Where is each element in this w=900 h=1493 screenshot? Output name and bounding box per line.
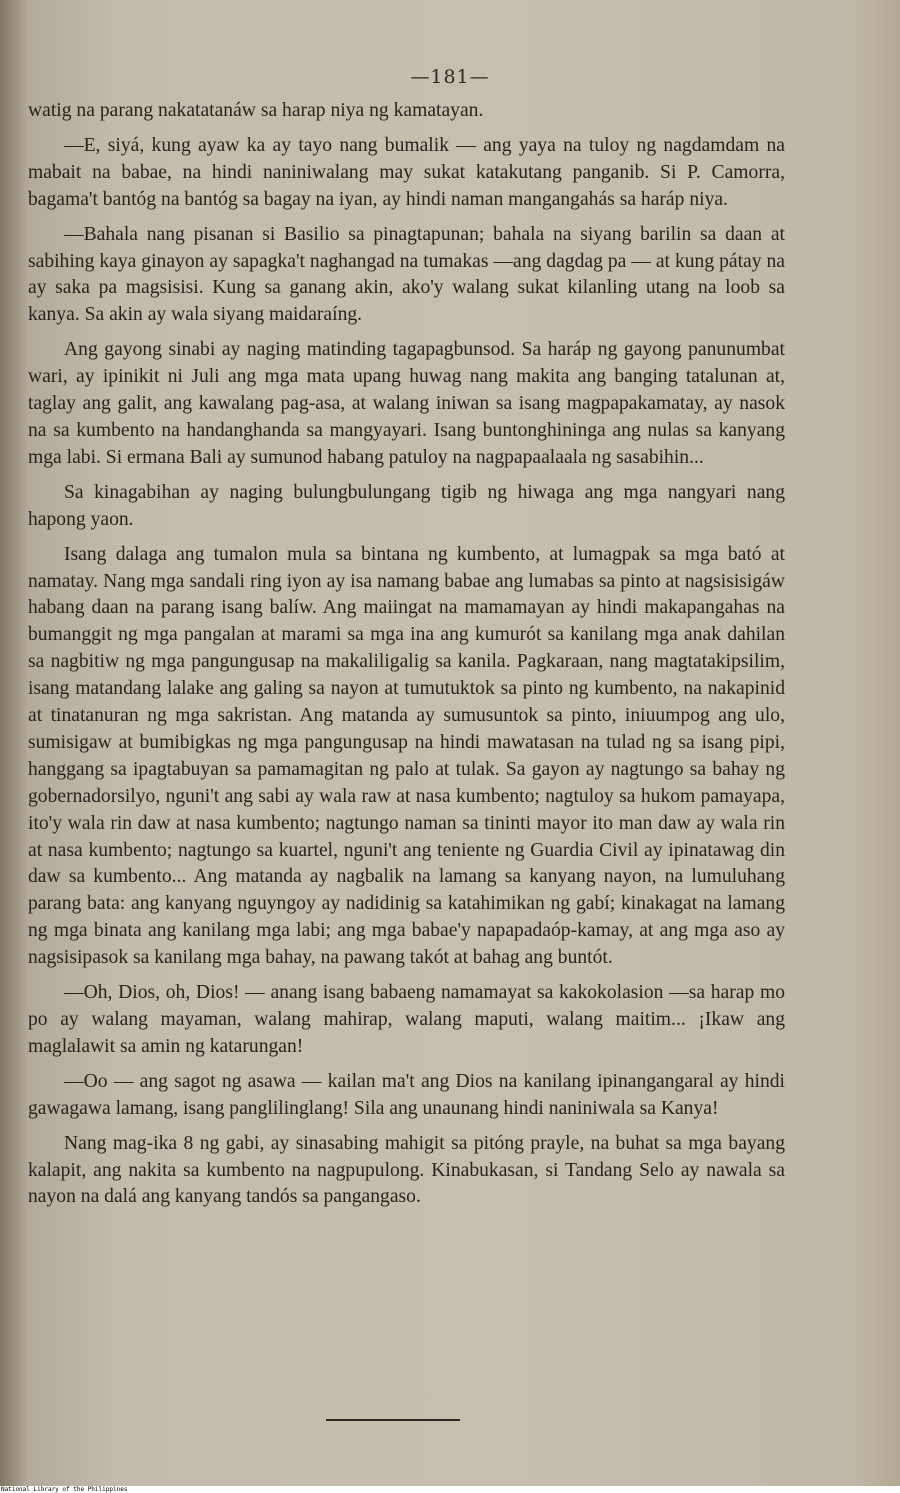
- body-text: [28, 98, 785, 1211]
- page-number: —181—: [410, 66, 490, 88]
- paragraph-3: —Bahala nang pisanan si Basilio sa pinagtapunan; bahala na siyang barilin sa daan at sabihing kaya ginayon ay sapagka't naghangad na tumakas —ang dagdag pa — at kung pátay na ay saka pa magsisisi. Kung sa ganang akin, ako'y walang sukat kilanling utang na loob sa kanya. Sa akin ay wala siyang maidaraíng.: [28, 223, 785, 326]
- paragraph-2: —E, siyá, kung ayaw ka ay tayo nang bumalik — ang yaya na tuloy ng nagdamdam na mabait na babae, na hindi naniniwalang may sukat katakutang panganib. Si P. Camorra, bagama't bantóg na bantóg sa bagay na iyan, ay hindi naman mangangahás sa haráp niya.: [28, 134, 785, 210]
- paragraph-7: —Oh, Dios, oh, Dios! — anang isang babaeng namamayat sa kakokolasion —sa harap mo po ay walang mayaman, walang mahirap, walang maputi, walang maitim... ¡Ikaw ang maglalawit sa amin ng katarungan!: [28, 982, 785, 1057]
- chapter-end-rule: [326, 1419, 460, 1421]
- paragraph-1: watig na parang nakatatanáw sa harap niya ng kamatayan.: [28, 100, 484, 121]
- paragraph-8: —Oo — ang sagot ng asawa — kailan ma't ang Dios na kanilang ipinangangaral ay hindi gawagawa lamang, isang panglilinglang! Sila ang unaunang hindi naniniwala sa Kanya!: [28, 1070, 785, 1119]
- paragraph-9: Nang mag-ika 8 ng gabi, ay sinasabing mahigit sa pitóng prayle, na buhat sa mga bayang kalapit, ang nakita sa kumbento na nagpupulong. Kinabukasan, si Tandang Selo ay nawala sa nayon na dalá ang kanyang tandós sa pangangaso.: [28, 1132, 785, 1208]
- paragraph-5: Sa kinagabihan ay naging bulungbulungang tigib ng hiwaga ang mga nangyari nang hapong yaon.: [28, 481, 785, 530]
- paragraph-4: Ang gayong sinabi ay naging matinding tagapagbunsod. Sa haráp ng gayong panunumbat wari, ay ipinikit ni Juli ang mga mata upang huwag nang makita ang banging tatalunan at, taglay ang galit, ang kawalang pag-asa, at walang iniwan sa isang magpapakamatay, ay nasok na sa kumbento na handanghanda sa mangyayari. Isang buntonghininga ang nulas sa kanyang mga labi. Si ermana Bali ay sumunod habang patuloy na nagpapaalaala ng sasabihin...: [28, 339, 785, 468]
- paragraph-6: Isang dalaga ang tumalon mula sa bintana ng kumbento, at lumagpak sa mga bató at namatay. Nang mga sandali ring iyon ay isa namang babae ang lumabas sa pinto at nagsisisigáw habang daan na parang isang balíw. Ang maiingat na mamamayan ay hindi makapangahas na bumanggit ng mga pangalan at marami sa mga ina ang kumurót sa kanilang mga anak dahilan sa nagbitiw ng mga pangungusap na makaliligalig sa kanila. Pagkaraan, nang magtatakipsilim, isang matandang lalake ang galing sa nayon at tumutuktok sa pinto ng kumbento, na nakapinid at tinatanuran ng mga sakristan. Ang matanda ay sumusuntok sa pinto, iniuumpog ang ulo, sumisigaw at bumibigkas ng mga pangungusap na hindi mawatasan na tulad ng sa isang pipi, hanggang sa ipagtabuyan sa pamamagitan ng palo at tulak. Sa gayon ay nagtungo sa bahay ng gobernadorsilyo, nguni't ang sabi ay wala raw at nasa kumbento; nagtuloy sa hukom pamayapa, ito'y wala rin daw at nasa kumbento; nagtungo naman sa tininti mayor ito man daw ay wala rin at nasa kumbento; nagtungo sa kuartel, nguni't ang teniente ng Guardia Civil ay ipinatawag din daw sa kumbento... Ang matanda ay nagbalik na lamang sa kanyang nayon, na lumuluhang parang bata: ang kanyang nguyngoy ay nadidinig sa katahimikan ng gabí; kinakagat na lamang ng mga binata ang kanilang mga labi; ang mga babae'y napapadaóp-kamay, at ang mga aso ay nagsisipasok sa kanilang mga bahay, na pawang takót at bahag ang buntót.: [28, 543, 785, 969]
- library-credit: National Library of the Philippines: [0, 1486, 900, 1493]
